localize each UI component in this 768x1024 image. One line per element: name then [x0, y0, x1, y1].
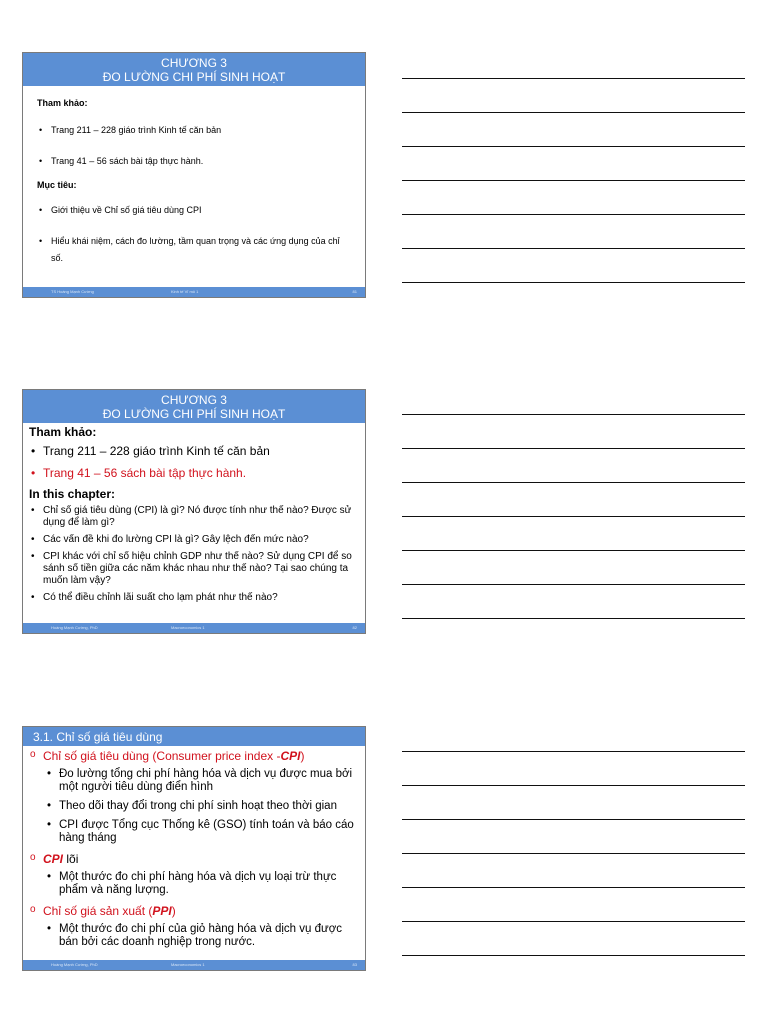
footer-author: Hoàng Mạnh Cường, PhD — [51, 962, 98, 967]
note-line — [402, 618, 745, 619]
slide-3-header — [23, 727, 365, 746]
slide-1-header — [23, 53, 365, 86]
objective-item: • Hiểu khái niệm, cách đo lường, tầm quan trọng và các ứng dụng của chỉ số. — [37, 233, 351, 267]
reference-item-highlighted: • Trang 41 – 56 sách bài tập thực hành. — [29, 465, 359, 481]
note-line — [402, 414, 745, 415]
slide-2-title-line1: CHƯƠNG 3 — [161, 393, 227, 407]
note-line — [402, 448, 745, 449]
note-line — [402, 282, 745, 283]
slide-1 — [22, 52, 366, 298]
note-line — [402, 516, 745, 517]
note-line — [402, 482, 745, 483]
slide-1-title-line2: ĐO LƯỜNG CHI PHÍ SINH HOẠT — [102, 70, 286, 84]
chapter-question: • Các vấn đề khi đo lường CPI là gì? Gây lệch đến mức nào? — [29, 534, 359, 546]
note-line — [402, 214, 745, 215]
slide-3-title: 3.1. Chỉ số giá tiêu dùng — [33, 730, 163, 744]
reference-item: • Trang 41 – 56 sách bài tập thực hành. — [37, 153, 351, 170]
slide-3 — [22, 726, 366, 971]
ppi-point: • Một thước đo chi phí của giỏ hàng hóa và dịch vụ được bán bởi các doanh nghiệp trong nước. — [45, 923, 359, 949]
footer-course: Macroeconomics 1 — [171, 625, 205, 630]
note-line — [402, 112, 745, 113]
reference-item: • Trang 211 – 228 giáo trình Kinh tế căn bản — [29, 443, 359, 459]
core-cpi-point: • Một thước đo chi phí hàng hóa và dịch vụ loại trừ thực phẩm và năng lượng. — [45, 871, 359, 897]
core-cpi-heading: o CPI lõi — [29, 851, 359, 867]
note-line — [402, 751, 745, 752]
footer-page-number: 82 — [352, 625, 357, 630]
reference-heading: Tham khảo: — [29, 425, 97, 439]
note-line — [402, 550, 745, 551]
objective-heading: Mục tiêu: — [37, 180, 77, 190]
note-line — [402, 180, 745, 181]
chapter-heading: In this chapter: — [29, 487, 116, 501]
chapter-question: • CPI khác với chỉ số hiệu chỉnh GDP như thế nào? Sử dụng CPI để so sánh số tiền giữa các năm khác nhau như thế nào? Tại sao chúng ta muốn làm vậy? — [29, 551, 359, 587]
note-line — [402, 146, 745, 147]
chapter-question: • Chỉ số giá tiêu dùng (CPI) là gì? Nó được tính như thế nào? Được sử dụng để làm gì? — [29, 505, 359, 529]
slide-3-footer — [23, 960, 365, 970]
footer-course: Macroeconomics 1 — [171, 962, 205, 967]
note-line — [402, 955, 745, 956]
note-line — [402, 584, 745, 585]
note-line — [402, 785, 745, 786]
footer-page-number: 83 — [352, 962, 357, 967]
slide-2-footer — [23, 623, 365, 633]
footer-course: Kinh tế Vĩ mô 1 — [171, 289, 199, 294]
cpi-point: • Theo dõi thay đổi trong chi phí sinh hoạt theo thời gian — [45, 800, 359, 813]
footer-page-number: 81 — [352, 289, 357, 294]
note-line — [402, 887, 745, 888]
slide-2 — [22, 389, 366, 634]
note-line — [402, 248, 745, 249]
slide-2-title-line2: ĐO LƯỜNG CHI PHÍ SINH HOẠT — [102, 407, 286, 421]
cpi-point: • CPI được Tổng cục Thống kê (GSO) tính toán và báo cáo hàng tháng — [45, 819, 359, 845]
footer-author: Hoàng Mạnh Cường, PhD — [51, 625, 98, 630]
slide-1-footer — [23, 287, 365, 297]
note-line — [402, 819, 745, 820]
reference-heading: Tham khảo: — [37, 98, 88, 108]
note-line — [402, 853, 745, 854]
note-line — [402, 921, 745, 922]
slide-2-header — [23, 390, 365, 423]
reference-item: • Trang 211 – 228 giáo trình Kinh tế căn bản — [37, 122, 351, 139]
ppi-heading: o Chỉ số giá sản xuất (PPI) — [29, 903, 359, 919]
objective-item: • Giới thiệu về Chỉ số giá tiêu dùng CPI — [37, 202, 351, 219]
cpi-point: • Đo lường tổng chi phí hàng hóa và dịch vụ được mua bởi một người tiêu dùng điển hình — [45, 768, 359, 794]
slide-1-title-line1: CHƯƠNG 3 — [161, 56, 227, 70]
note-line — [402, 78, 745, 79]
footer-author: TS Hoàng Mạnh Cường — [51, 289, 94, 294]
chapter-question: • Có thể điều chỉnh lãi suất cho lạm phát như thế nào? — [29, 592, 359, 604]
cpi-definition-heading: o Chỉ số giá tiêu dùng (Consumer price index -CPI) — [29, 748, 359, 764]
